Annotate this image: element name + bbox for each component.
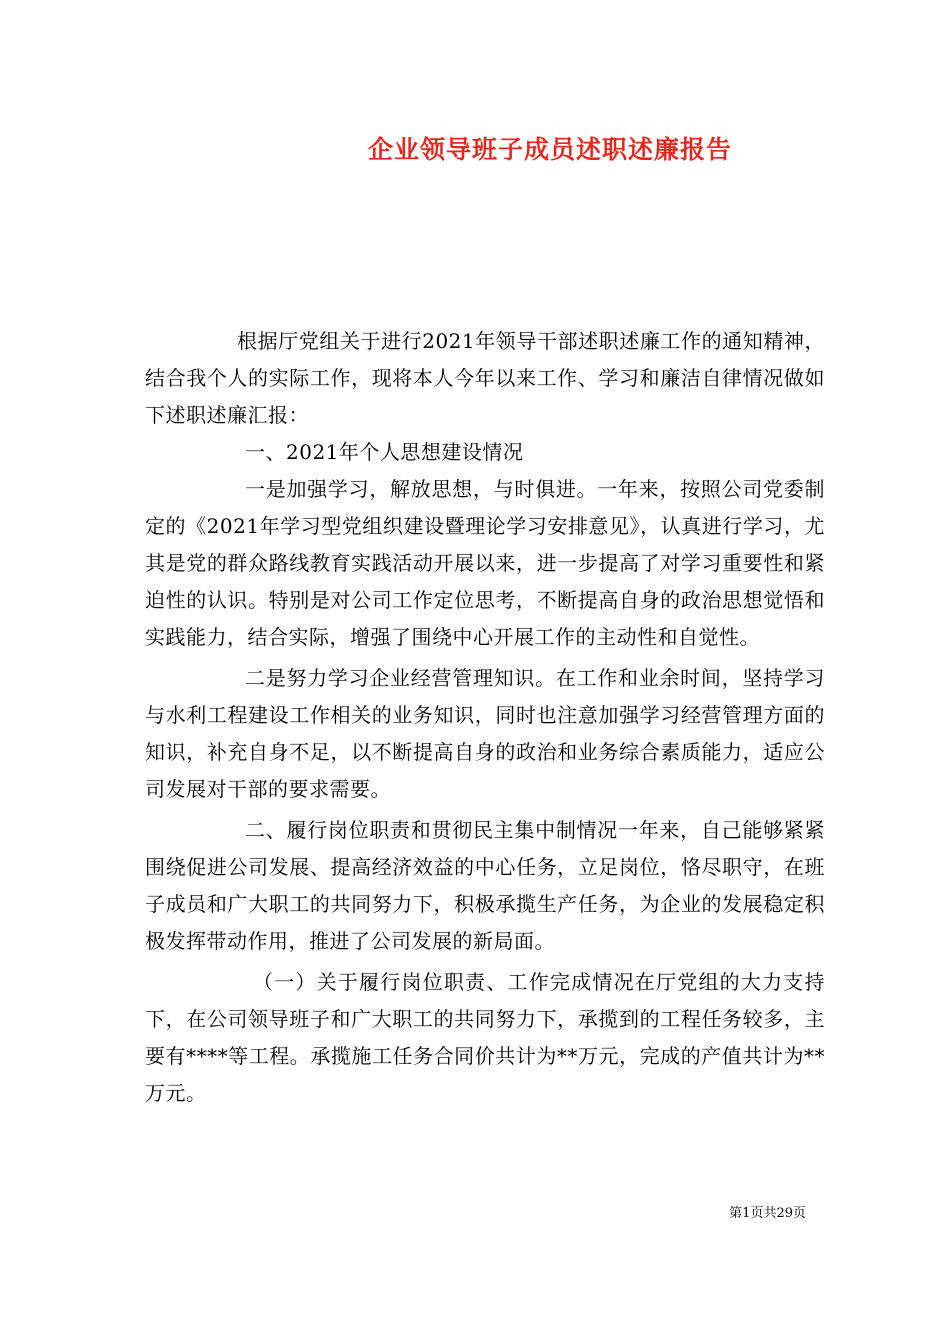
paragraph-duties: （一）关于履行岗位职责、工作完成情况在厅党组的大力支持下，在公司领导班子和广大职工的共同努力下，承揽到的工程任务较多，主要有****等工程。承揽施工任务合同价共计为**万元，完成的产值共计为**万元。 — [145, 970, 825, 1105]
paragraph-study: 一是加强学习，解放思想，与时俱进。一年来，按照公司党委制定的《2021年学习型党组织建设暨理论学习安排意见》，认真进行学习，尤其是党的群众路线教育实践活动开展以来，进一步提高了对学习重要性和紧迫性的认识。特别是对公司工作定位思考，不断提高自身的政治思想觉悟和实践能力，结合实际，增强了围绕中心开展工作的主动性和自觉性。 — [145, 477, 825, 649]
paragraph-intro: 根据厅党组关于进行2021年领导干部述职述廉工作的通知精神，结合我个人的实际工作，现将本人今年以来工作、学习和廉洁自律情况做如下述职述廉汇报： — [145, 329, 825, 427]
page-number: 第1页共29页 — [729, 1206, 806, 1221]
paragraph-management: 二是努力学习企业经营管理知识。在工作和业余时间，坚持学习与水利工程建设工作相关的业务知识，同时也注意加强学习经营管理方面的知识，补充自身不足，以不断提高自身的政治和业务综合素质能力，适应公司发展对干部的要求需要。 — [145, 666, 825, 801]
page-title: 企业领导班子成员述职述廉报告 — [367, 135, 732, 164]
document-body — [145, 323, 825, 1112]
section-heading-1: 一、2021年个人思想建设情况 — [245, 440, 524, 464]
section-heading-2-paragraph: 二、履行岗位职责和贯彻民主集中制情况一年来，自己能够紧紧围绕促进公司发展、提高经济效益的中心任务，立足岗位，恪尽职守，在班子成员和广大职工的共同努力下，积极承揽生产任务，为企业的发展稳定积极发挥带动作用，推进了公司发展的新局面。 — [145, 818, 825, 953]
